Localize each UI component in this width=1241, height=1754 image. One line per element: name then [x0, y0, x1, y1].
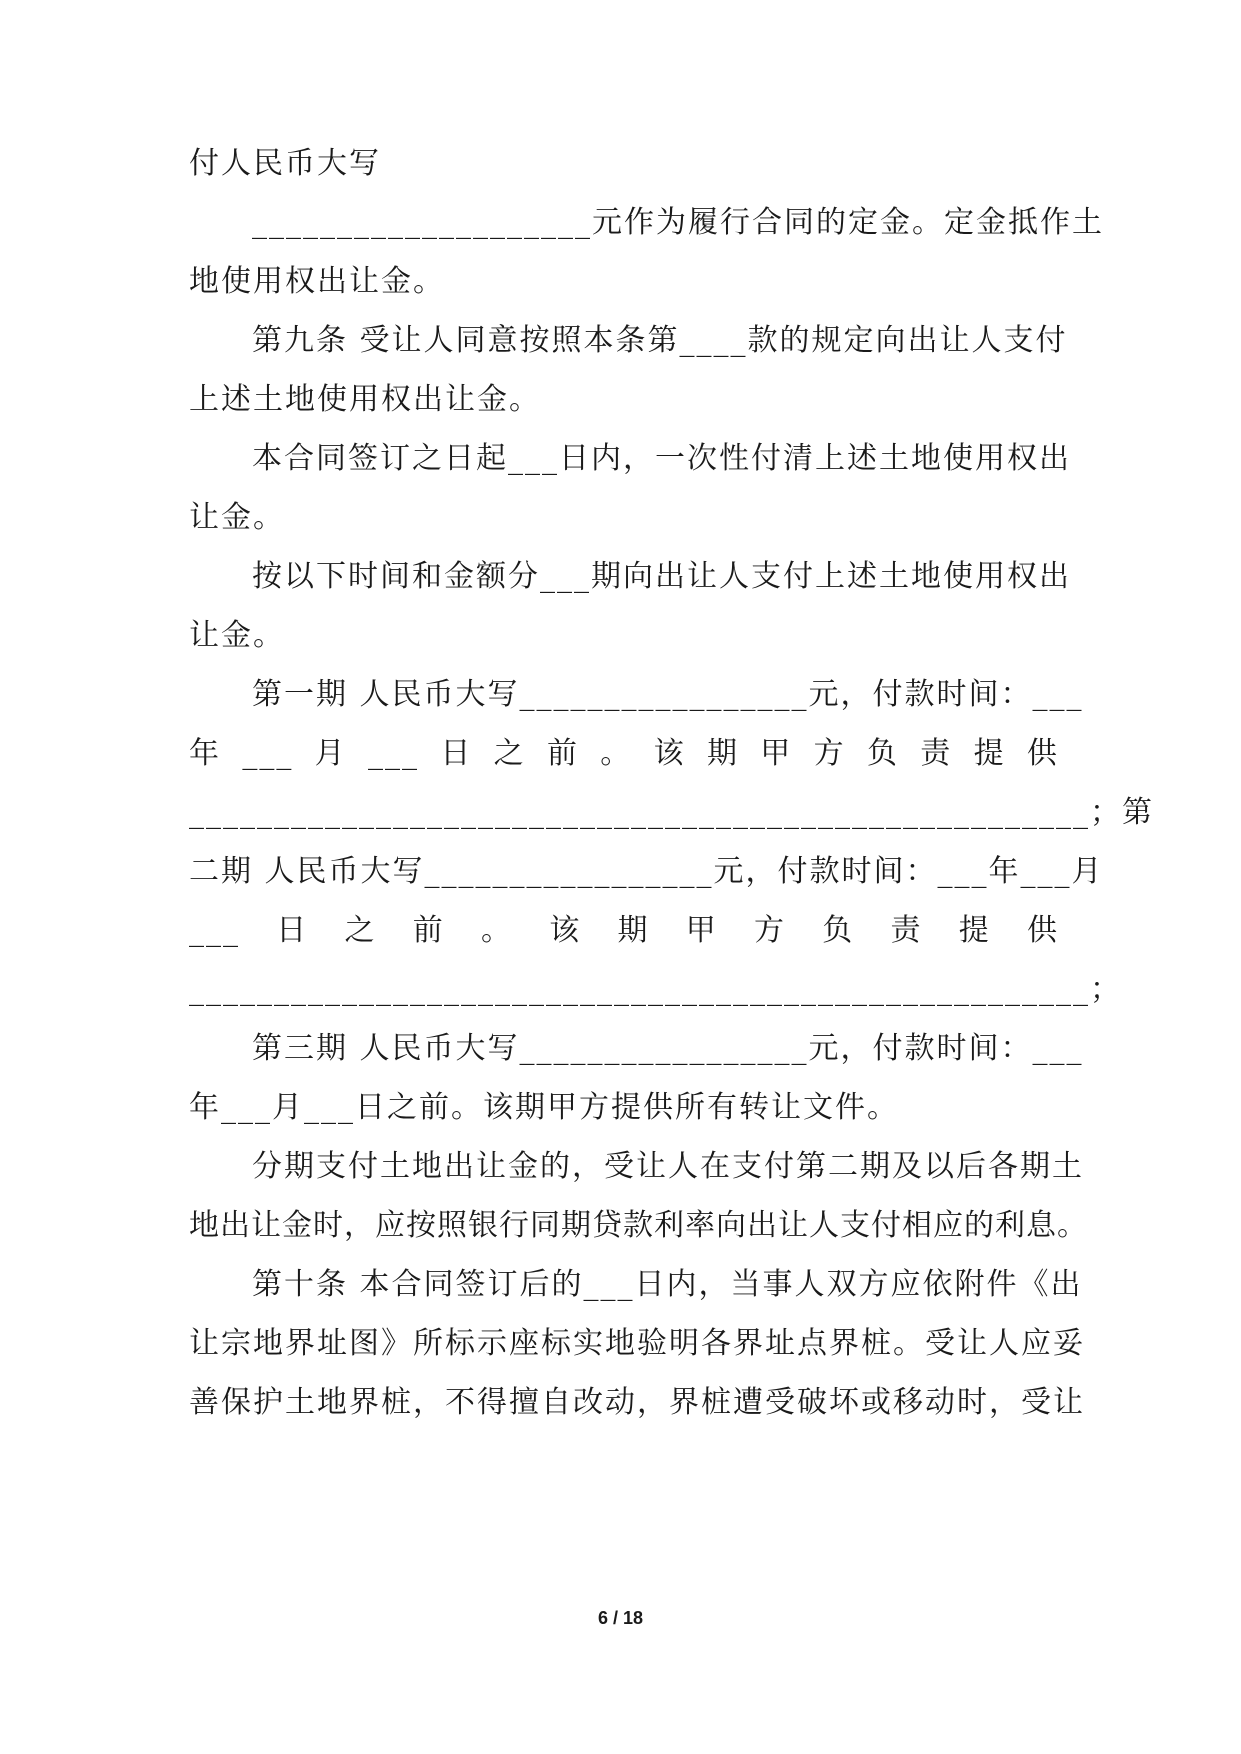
text-line: 让宗地界址图》所标示座标实地验明各界址点界桩。受让人应妥: [189, 1326, 1085, 1361]
text-line: ____________________元作为履行合同的定金。定金抵作土: [252, 205, 1104, 240]
text-line: _____________________________________________________；第: [189, 795, 1154, 830]
text-line: 善保护土地界桩，不得擅自改动，界桩遭受破坏或移动时，受让: [189, 1385, 1085, 1420]
text-token: 期: [706, 736, 739, 771]
text-token: 该: [653, 736, 686, 771]
text-line: 第三期 人民币大写_________________元，付款时间：___: [252, 1031, 1084, 1066]
text-line: 让金。: [189, 500, 285, 535]
text-token: 日: [440, 736, 473, 771]
text-token: 年: [189, 736, 221, 771]
text-line: 让金。: [189, 618, 285, 653]
text-token: 甲: [760, 736, 793, 771]
text-token: 前: [412, 913, 445, 948]
text-token: 负: [822, 913, 855, 948]
text-token: 责: [890, 913, 923, 948]
text-line: 年___月___日之前。该期甲方提供所有转让文件。: [189, 1090, 899, 1125]
text-line: 第十条 本合同签订后的___日内，当事人双方应依附件《出: [252, 1267, 1083, 1302]
text-token: ___: [367, 736, 419, 771]
text-token: 负: [866, 736, 899, 771]
text-line: 第一期 人民币大写_________________元，付款时间：___: [252, 677, 1084, 712]
text-token: 月: [314, 736, 347, 771]
text-token: 。: [481, 913, 513, 948]
text-token: 期: [617, 913, 650, 948]
text-token: 供: [1026, 736, 1059, 771]
text-token: ___: [189, 913, 240, 948]
text-line-justified: [189, 911, 1059, 951]
text-line: 按以下时间和金额分___期向出让人支付上述土地使用权出: [252, 559, 1071, 594]
text-line: 分期支付土地出让金的，受让人在支付第二期及以后各期土: [252, 1149, 1084, 1184]
text-line: 地出让金时，应按照银行同期贷款利率向出让人支付相应的利息。: [189, 1208, 1088, 1243]
text-line: 付人民币大写: [189, 146, 381, 181]
text-line: 上述土地使用权出让金。: [189, 382, 541, 417]
text-token: 供: [1027, 913, 1059, 948]
text-token: 之: [344, 913, 377, 948]
text-token: 提: [973, 736, 1006, 771]
text-line: _____________________________________________________；: [189, 972, 1122, 1007]
text-token: 该: [549, 913, 582, 948]
text-token: 前: [546, 736, 579, 771]
text-token: 提: [958, 913, 991, 948]
text-token: 日: [276, 913, 309, 948]
page-number: 6 / 18: [597, 1608, 644, 1628]
text-token: 之: [493, 736, 526, 771]
text-line: 第九条 受让人同意按照本条第____款的规定向出让人支付: [252, 323, 1068, 358]
text-token: 方: [813, 736, 846, 771]
text-line-justified: [189, 734, 1059, 774]
text-line: 地使用权出让金。: [189, 264, 445, 299]
text-token: 方: [754, 913, 786, 948]
text-token: 。: [600, 736, 633, 771]
text-token: 甲: [685, 913, 718, 948]
text-line: 本合同签订之日起___日内，一次性付清上述土地使用权出: [252, 441, 1071, 476]
text-line: 二期 人民币大写_________________元，付款时间：___年___月: [189, 854, 1104, 889]
text-token: ___: [242, 736, 294, 771]
text-token: 责: [920, 736, 953, 771]
